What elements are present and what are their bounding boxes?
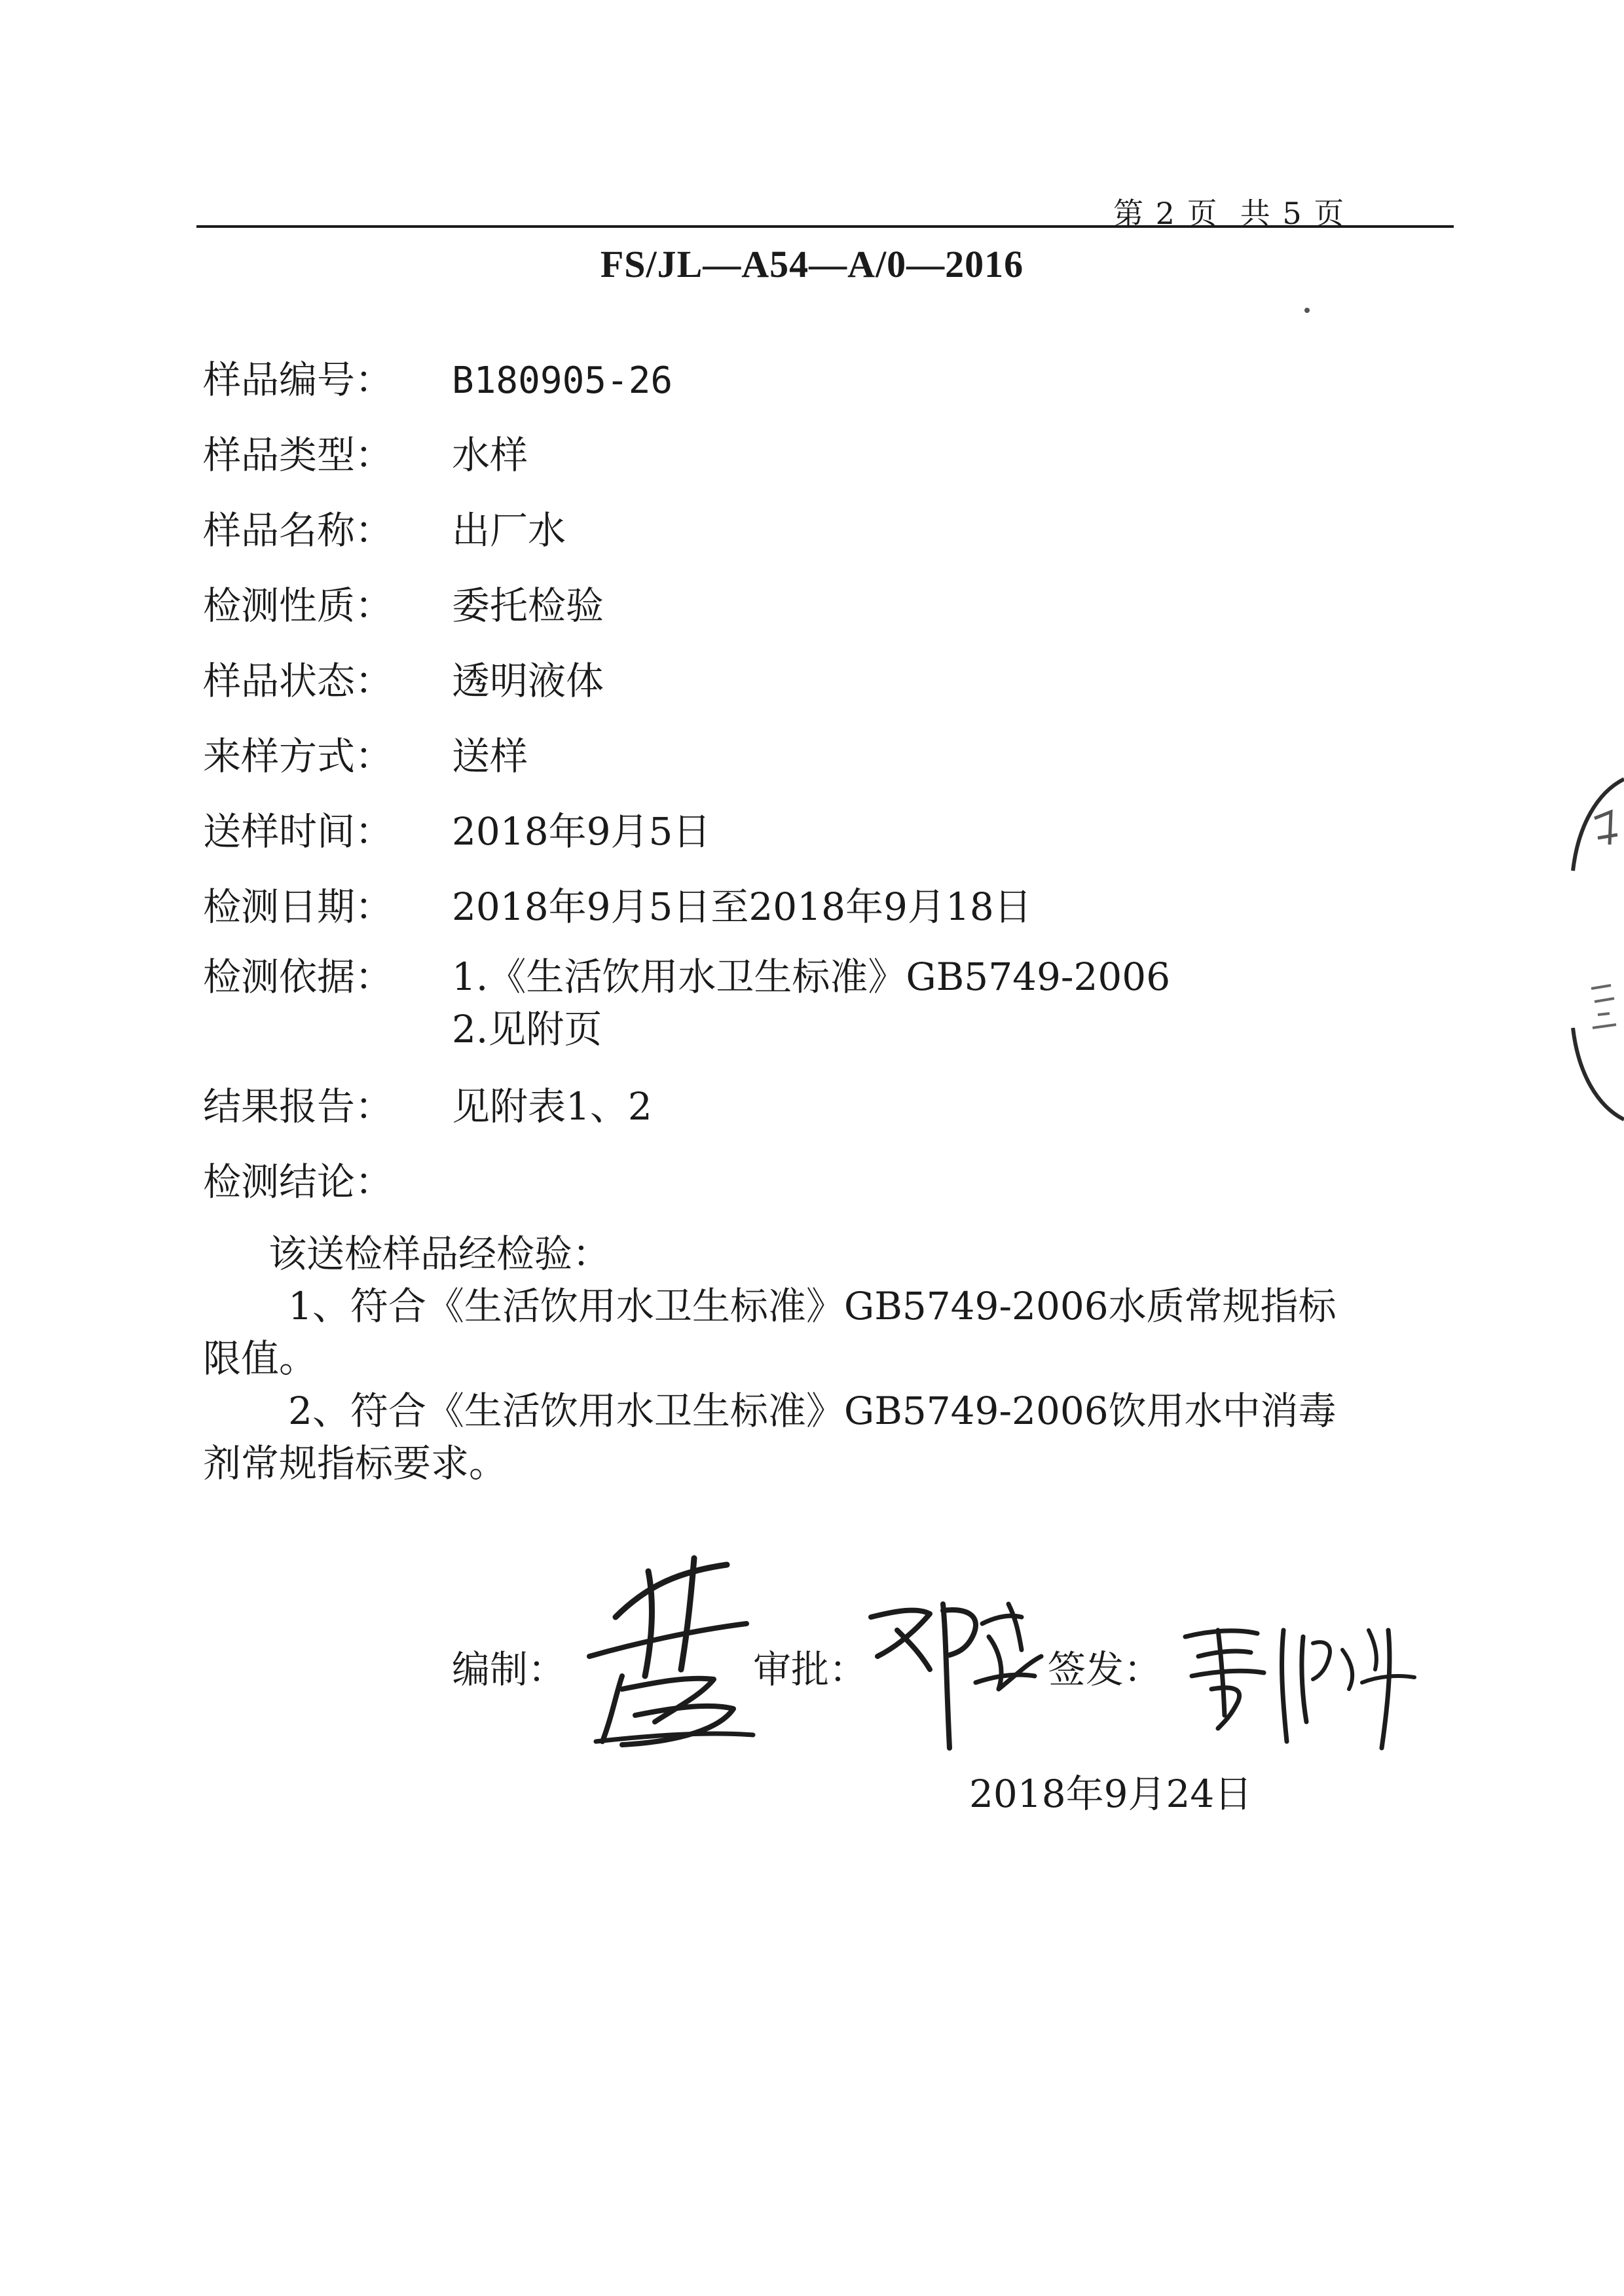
conclusion-label: 检测结论： [203, 1159, 394, 1204]
field-value: 1.《生活饮用水卫生标准》GB5749-2006 [452, 955, 1171, 999]
issuer-label: 签发： [1048, 1647, 1162, 1692]
field-value: 见附表1、2 [452, 1084, 652, 1129]
signing-date: 2018年9月24日 [969, 1772, 1253, 1816]
conclusion-item2-line2: 剂常规指标要求。 [203, 1441, 507, 1485]
approver-label: 审批： [753, 1647, 868, 1692]
field-value: B180905-26 [452, 359, 673, 402]
field-test-basis-line2: 2.见附页 [452, 1007, 602, 1051]
field-label: 样品名称： [203, 508, 394, 553]
field-label: 送样时间： [203, 809, 394, 854]
field-value: 委托检验 [452, 583, 604, 628]
field-result-report [203, 1080, 652, 1133]
field-sample-id [203, 354, 673, 407]
field-label: 结果报告： [203, 1084, 394, 1129]
field-test-nature [203, 579, 604, 632]
header-rule [196, 225, 1454, 228]
approver-signature [858, 1578, 1054, 1768]
conclusion-item1-line2: 限值。 [203, 1336, 318, 1381]
conclusion-intro: 该送检样品经检验： [268, 1231, 611, 1276]
field-delivery-time [203, 805, 710, 858]
conclusion-item1-line1: 1、符合《生活饮用水卫生标准》GB5749-2006水质常规指标 [288, 1284, 1337, 1328]
field-label: 样品编号： [203, 357, 394, 402]
issuer-signature [1172, 1611, 1428, 1761]
official-seal-partial [1559, 766, 1624, 1133]
field-value: 透明液体 [452, 659, 604, 703]
compiler-signature [576, 1545, 766, 1761]
document-code: FS/JL—A54—A/0—2016 [600, 243, 1024, 285]
scan-speck [1304, 308, 1310, 313]
field-label: 检测日期： [203, 884, 394, 929]
field-test-basis [203, 951, 1170, 1003]
field-label: 来样方式： [203, 734, 394, 778]
field-label: 样品状态： [203, 659, 394, 703]
field-sample-type [203, 429, 528, 481]
field-label: 样品类型： [203, 433, 394, 477]
field-value: 水样 [452, 433, 528, 477]
conclusion-item2-line1: 2、符合《生活饮用水卫生标准》GB5749-2006饮用水中消毒 [288, 1389, 1337, 1433]
field-value: 出厂水 [452, 508, 566, 553]
field-sample-name [203, 504, 566, 556]
field-sample-state [203, 655, 604, 707]
compiler-label: 编制： [452, 1647, 566, 1692]
field-value: 2018年9月5日至2018年9月18日 [452, 884, 1032, 929]
field-value: 送样 [452, 734, 528, 778]
field-label: 检测性质： [203, 583, 394, 628]
field-test-date [203, 881, 1032, 933]
page-indicator: 第 2 页 共 5 页 [1113, 196, 1346, 231]
field-label: 检测依据： [203, 955, 394, 999]
field-delivery-method [203, 730, 528, 782]
field-value: 2018年9月5日 [452, 809, 711, 854]
